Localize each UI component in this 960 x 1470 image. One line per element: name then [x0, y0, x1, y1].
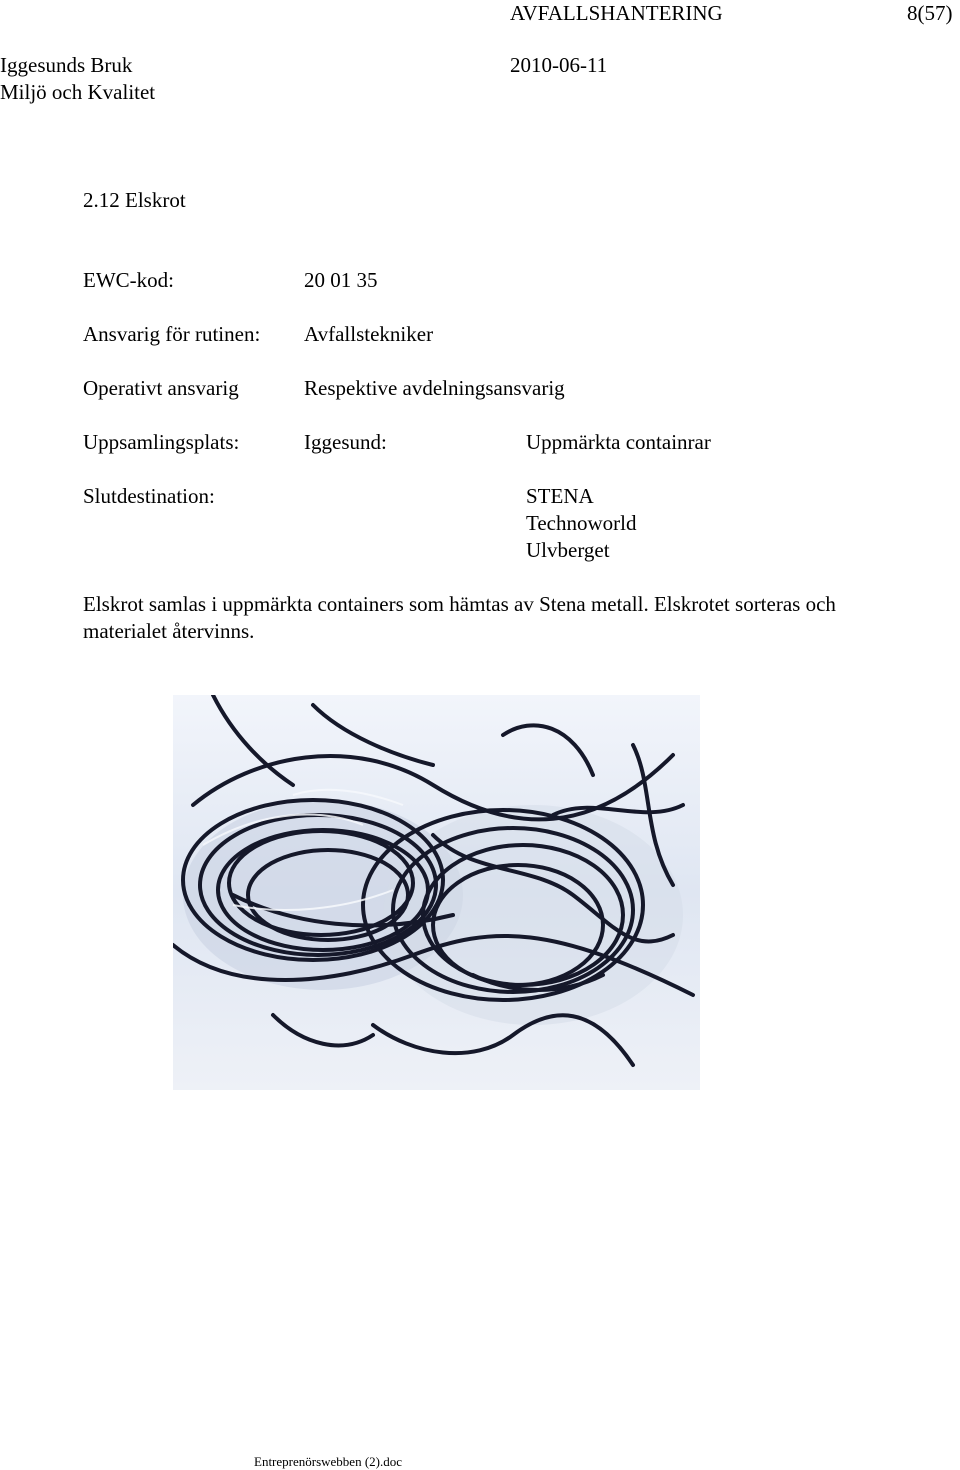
field-value-collection-site: Iggesund: — [304, 430, 387, 454]
field-label-ewc: EWC-kod: — [83, 268, 174, 292]
page-number: 8(57) — [907, 1, 953, 25]
field-value-collection-container: Uppmärkta containrar — [526, 430, 711, 454]
document-date: 2010-06-11 — [510, 53, 608, 77]
field-value-responsible: Avfallstekniker — [304, 322, 434, 346]
field-label-destination: Slutdestination: — [83, 484, 215, 508]
field-label-operative: Operativt ansvarig — [83, 376, 239, 400]
body-paragraph-line: Elskrot samlas i uppmärkta containers som hämtas av Stena metall. Elskrotet sorteras och — [83, 592, 836, 616]
company-name: Iggesunds Bruk — [0, 53, 133, 77]
footer-filename: Entreprenörswebben (2).doc — [254, 1454, 402, 1469]
cable-scrap-photo — [173, 695, 700, 1090]
destination-line: Ulvberget — [526, 538, 610, 562]
body-paragraph-line: materialet återvinns. — [83, 619, 255, 643]
field-value-ewc: 20 01 35 — [304, 268, 378, 292]
section-heading: 2.12 Elskrot — [83, 188, 186, 212]
document-title: AVFALLSHANTERING — [510, 1, 723, 25]
field-label-collection: Uppsamlingsplats: — [83, 430, 240, 454]
destination-line: STENA — [526, 484, 594, 508]
destination-line: Technoworld — [526, 511, 637, 535]
field-label-responsible: Ansvarig för rutinen: — [83, 322, 261, 346]
field-value-operative: Respektive avdelningsansvarig — [304, 376, 565, 400]
department-name: Miljö och Kvalitet — [0, 80, 156, 104]
